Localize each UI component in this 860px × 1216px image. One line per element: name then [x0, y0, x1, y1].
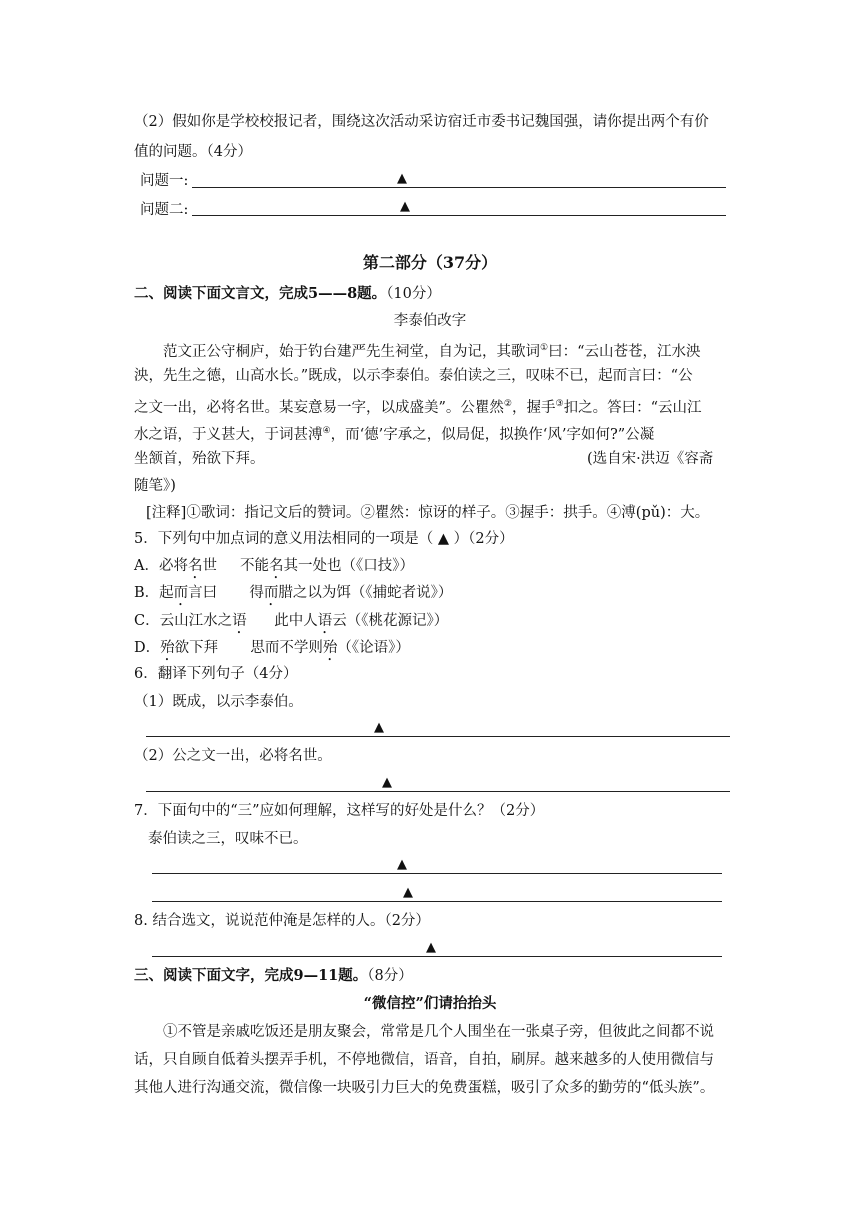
- option-c[interactable]: [134, 611, 448, 637]
- section-three-heading-main: 三、阅读下面文字，完成9—11题。: [134, 967, 368, 984]
- question-6-2: （2）公之文一出，必将名世。: [134, 748, 332, 764]
- option-text: A．必将: [134, 558, 188, 574]
- answer-line-6-1[interactable]: [146, 736, 730, 737]
- passage-source-2: 随笔》): [134, 478, 176, 494]
- passage-line-1: [163, 338, 701, 362]
- dotted-word: 殆: [160, 640, 175, 656]
- answer-line-8[interactable]: [152, 956, 722, 957]
- wechat-passage-line-1: ①不管是亲戚吃饭还是朋友聚会，常常是几个人围坐在一张桌子旁，但彼此之间都不说: [163, 1024, 714, 1040]
- answer-line-question-one[interactable]: [192, 187, 726, 188]
- dotted-word: 名: [187, 558, 203, 574]
- option-text: 欲下拜 思而不学则: [174, 640, 323, 656]
- passage-text: 之文一出，必将名世。某妄意易一字，以成盛美”。公瞿然: [134, 399, 504, 416]
- q4-part2-line2: 值的问题。（4分）: [134, 144, 252, 160]
- passage-line-5: 坐颔首，殆欲下拜。: [134, 451, 265, 467]
- passage-text: ，而‘德’字承之，似局促，拟换作‘风’字如何?”公凝: [330, 426, 655, 443]
- passage-title-wechat: “微信控”们请抬抬头: [363, 995, 497, 1012]
- section-two-heading-score: （10分）: [386, 286, 441, 302]
- passage-text: 范文正公守桐庐，始于钓台建严先生祠堂，自为记，其歌词: [163, 343, 540, 360]
- section-three-heading-score: （8分）: [367, 968, 413, 984]
- option-a[interactable]: [134, 556, 414, 582]
- option-text: 云（《桃花源记》）: [332, 613, 449, 629]
- option-text: 腊之以为饵（《捕蛇者说》）: [278, 585, 453, 601]
- dotted-word: 而: [263, 585, 279, 601]
- section-two-heading-main: 二、阅读下面文言文，完成5——8题。: [134, 285, 387, 302]
- option-text: （《论语》）: [337, 640, 410, 656]
- passage-line-3: [134, 394, 702, 418]
- option-d[interactable]: [134, 638, 410, 664]
- answer-line-question-two[interactable]: [192, 215, 726, 216]
- answer-marker-triangle-icon: ▲: [400, 199, 410, 214]
- dotted-word: 语: [232, 613, 247, 629]
- wechat-passage-line-3: 其他人进行沟通交流，微信像一块吸引力巨大的免费蛋糕，吸引了众多的勤劳的“低头族”。: [134, 1080, 715, 1096]
- question-6: 6．翻译下列句子（4分）: [134, 666, 298, 682]
- note-ref: ①: [540, 343, 549, 353]
- wechat-passage-line-2: 话，只自顾自低着头摆弄手机，不停地微信，语音，自拍，刷屏。越来越多的人使用微信与: [134, 1052, 714, 1068]
- passage-source-1: (选自宋·洪迈《容斋: [587, 451, 714, 467]
- passage-line-4: [134, 421, 654, 445]
- answer-marker-triangle-icon: ▲: [397, 171, 407, 186]
- answer-marker-triangle-icon: ▲: [403, 885, 413, 900]
- option-text: D．: [134, 640, 161, 656]
- annotations: [注释]①歌词：指记文后的赞词。②瞿然：惊讶的样子。③握手：拱手。④溥(pǔ)：大。: [146, 505, 710, 521]
- note-ref: ②: [503, 399, 512, 409]
- question-6-1: （1）既成，以示李泰伯。: [134, 694, 303, 710]
- dotted-word: 语: [317, 613, 333, 629]
- note-ref: ③: [555, 399, 564, 409]
- passage-title-li-taibo: 李泰伯改字: [393, 313, 467, 329]
- question-two-label: 问题二:: [140, 202, 189, 218]
- option-text: 其一处也（《口技》）: [283, 558, 415, 574]
- passage-line-2: 泱，先生之德，山高水长。”既成，以示李泰伯。泰伯读之三，叹味不已，起而言曰：“公: [134, 368, 693, 384]
- passage-text: ，握手: [512, 399, 556, 416]
- option-text: C．云山江水之: [134, 613, 233, 629]
- answer-line-6-2[interactable]: [146, 791, 730, 792]
- answer-line-7-b[interactable]: [152, 901, 722, 902]
- part-two-title: 第二部分（37分）: [362, 253, 498, 272]
- answer-marker-triangle-icon: ▲: [397, 857, 407, 872]
- passage-text: 曰：“云山苍苍，江水泱: [548, 343, 701, 360]
- q4-part2-line1: （2）假如你是学校校报记者，围绕这次活动采访宿迁市委书记魏国强，请你提出两个有价: [134, 114, 709, 130]
- answer-marker-triangle-icon: ▲: [382, 775, 392, 790]
- option-text: 此中人: [246, 613, 318, 629]
- option-text: 世 不能: [202, 558, 270, 574]
- note-ref: ④: [322, 426, 331, 436]
- question-7-quote: 泰伯读之三，叹味不已。: [148, 831, 308, 847]
- answer-line-7-a[interactable]: [152, 873, 722, 874]
- answer-marker-triangle-icon: ▲: [426, 940, 436, 955]
- answer-marker-triangle-icon: ▲: [374, 720, 384, 735]
- question-one-label: 问题一:: [140, 173, 189, 189]
- passage-text: 扣之。答曰：“云山江: [563, 399, 702, 416]
- section-three-heading: [134, 966, 413, 986]
- option-text: B．起: [134, 585, 174, 601]
- option-text: 言曰 得: [188, 585, 264, 601]
- option-b[interactable]: [134, 583, 452, 609]
- dotted-word: 殆: [322, 640, 338, 656]
- dotted-word: 名: [269, 558, 284, 574]
- question-5: 5．下列句中加点词的意义用法相同的一项是（ ▲ ）（2分）: [134, 531, 514, 547]
- passage-text: 水之语，于义甚大，于词甚溥: [134, 426, 323, 443]
- section-two-heading: [134, 284, 441, 304]
- dotted-word: 而: [173, 585, 189, 601]
- question-8: 8. 结合选文，说说范仲淹是怎样的人。（2分）: [134, 913, 430, 929]
- question-7: 7．下面句中的“三”应如何理解，这样写的好处是什么？（2分）: [134, 803, 545, 819]
